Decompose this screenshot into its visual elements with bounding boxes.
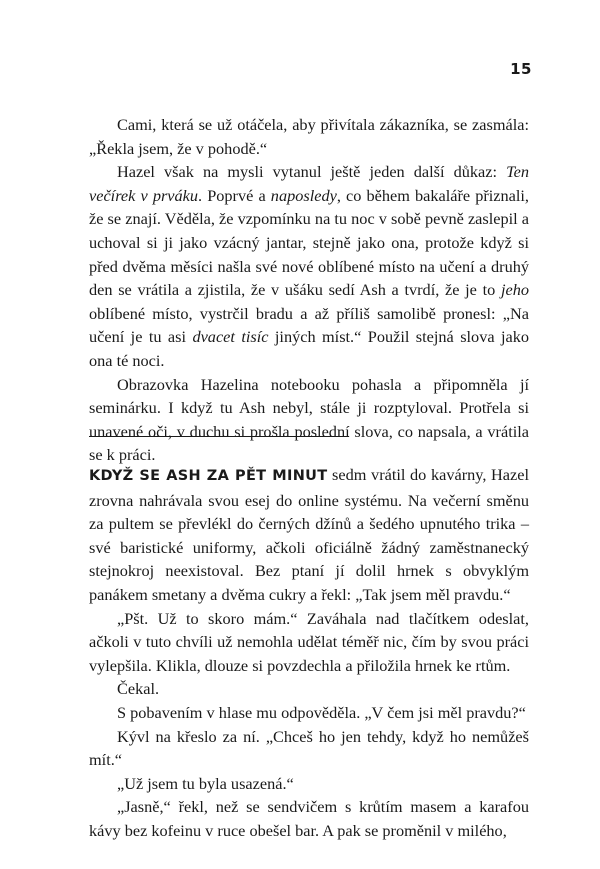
paragraph: „Jasně,“ řekl, než se sendvičem s krůtím masem a karafou kávy bez kofeinu v ruce obešel bar. A pak se proměnil v milého, <box>89 797 529 840</box>
paragraph: „Pšt. Už to skoro mám.“ Zaváhala nad tlačítkem odeslat, ačkoli v tuto chvíli už nemohla udělat téměř nic, čím by svou práci vylepšila. Klikla, dlouze si povzdechla a přiložila hrnek ke rtům. <box>89 608 529 675</box>
italic-text: dvacet tisíc <box>192 327 269 347</box>
page-number: 15 <box>510 60 532 78</box>
text-run: Hazel však na mysli vytanul ještě jeden další důkaz: <box>117 162 507 182</box>
paragraph <box>89 463 529 607</box>
text-run: sedm vrátil do kavárny, Hazel zrovna nahrávala svou esej do online systému. Na večerní směnu za pultem se převlékl do černých džínů a šedého upnutého trika – své baristické uniformy, ačkoli oficiálně žádný zaměstnanecký stejnokroj neexistoval. Bez ptaní jí dolil hrnek s obvyklým panákem smetany a dvěma cukry a řekl: „Tak jsem měl pravdu.“ <box>89 465 529 604</box>
section-1-text <box>89 113 529 467</box>
italic-text: naposledy <box>270 185 337 205</box>
paragraph: S pobavením v hlase mu odpověděla. „V čem jsi měl pravdu?“ <box>117 702 526 722</box>
italic-text: Ten večírek v prváku <box>89 162 529 205</box>
text-run: oblíbené místo, vystrčil bradu a až příliš samolibě pronesl: „Na učení je tu asi <box>89 303 529 347</box>
section-divider <box>89 436 349 437</box>
section-lead-in: KDYŽ SE ASH ZA PĚT MINUT <box>89 468 328 484</box>
text-run: . Poprvé a <box>198 185 271 205</box>
text-run: jiných míst.“ Použil stejná slova jako ona té noci. <box>89 327 530 370</box>
paragraph <box>89 160 529 372</box>
paragraph: Čekal. <box>117 679 160 699</box>
paragraph: Kývl na křeslo za ní. „Chceš ho jen tehdy, když ho nemůžeš mít.“ <box>89 726 529 770</box>
paragraph: „Už jsem tu byla usazená.“ <box>117 773 294 793</box>
text-run: , co během bakaláře přiznali, že se znají. Věděla, že vzpomínku na tu noc v sobě pevně zaslepil a uchoval si ji jako vzácný jantar, stejně jako ona, protože když si před dvěma měsíci našla své nové oblíbené místo na učení a druhý den se vrátila a zjistila, že v ušáku sedí Ash a tvrdí, že je to <box>89 185 530 300</box>
italic-text: jeho <box>500 280 529 300</box>
paragraph: Obrazovka Hazelina notebooku pohasla a připomněla jí seminárku. I když tu Ash nebyl, stále ji rozptyloval. Protřela si unavené oči, v duchu si prošla poslední slova, co napsala, a vrátila se k práci. <box>89 374 529 465</box>
paragraph: Cami, která se už otáčela, aby přivítala zákazníka, se zasmála: „Řekla jsem, že v pohodě.“ <box>89 115 529 158</box>
section-2-text <box>89 463 529 843</box>
